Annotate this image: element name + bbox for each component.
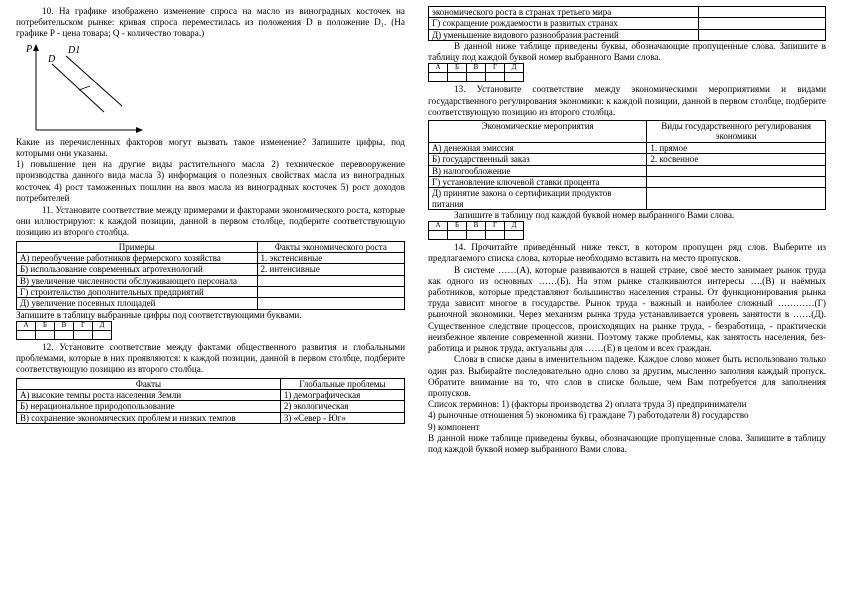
answer-cell[interactable]	[17, 330, 36, 339]
q11-table	[16, 241, 405, 310]
q11-cell: А) переобучение работников фермерского хозяйства	[17, 252, 258, 263]
q11-cell: Д) увеличение посевных площадей	[17, 298, 258, 309]
answer-letter: Б	[448, 222, 467, 231]
answer-cell[interactable]	[486, 231, 505, 240]
q12-cell: 2) экологическая	[280, 401, 404, 412]
answer-letter: Г	[74, 321, 93, 330]
answer-cell[interactable]	[55, 330, 74, 339]
q13-answer-grid	[428, 221, 524, 240]
q12-cell: Г) сокращение рождаемости в развитых странах	[429, 18, 699, 29]
table-row	[17, 252, 405, 263]
answer-cell[interactable]	[486, 73, 505, 82]
answer-cell[interactable]	[505, 73, 524, 82]
q13-header-types: Виды государственного регулирования экономики	[647, 121, 826, 143]
table-row	[429, 142, 826, 153]
q12-cell	[698, 29, 825, 40]
answer-letter: Д	[93, 321, 112, 330]
q13-cell	[647, 165, 826, 176]
q14-note: Слова в списке даны в именительном падеже. Каждое слово может быть использовано только один раз. Выбирайте последовательно одно слово за другим, мысленно заполняя каждый пропуск. Обратите внимание на то, что слов в списке больше, чем Вам потребуется для заполнения пропусков.	[428, 354, 826, 398]
q10-question: Какие из перечисленных факторов могут вызвать такое изменение? Запишите цифры, под которыми они указаны.	[16, 136, 405, 158]
answer-cell[interactable]	[36, 330, 55, 339]
q12-cell: 1) демографическая	[280, 389, 404, 400]
q13-header-measures: Экономические мероприятия	[429, 121, 647, 143]
demand-graph	[24, 42, 144, 137]
q11-cell: Б) использование современных агротехнологий	[17, 264, 258, 275]
table-row	[17, 389, 405, 400]
q12-table-continued	[428, 6, 826, 41]
table-row	[429, 18, 826, 29]
q14-intro: 14. Прочитайте приведённый ниже текст, в котором пропущен ряд слов. Выберите из предлагаемого списка слова, которые необходимо вставить на место пропусков.	[428, 242, 826, 264]
answer-cell[interactable]	[467, 231, 486, 240]
answer-letter: В	[467, 64, 486, 73]
table-row	[429, 29, 826, 40]
q12-text: 12. Установите соответствие между фактами общественного развития и глобальными проблемами, которые в них проявляются: к каждой позиции, данной в первом столбце, подберите соответствующую позицию из второго столбца.	[16, 341, 405, 375]
table-row	[429, 154, 826, 165]
q-axis-arrow	[136, 127, 143, 133]
q13-cell: 1. прямое	[647, 142, 826, 153]
answer-letter: Г	[486, 222, 505, 231]
answer-cell[interactable]	[505, 231, 524, 240]
p-axis-arrow	[33, 44, 39, 51]
q11-cell	[257, 287, 404, 298]
table-row	[17, 264, 405, 275]
p-label: P	[26, 43, 33, 55]
q10-text: 10. На графике изображено изменение спроса на масло из виноградных косточек на потребительском рынке: кривая спроса переместилась из положения D в положение D₁. (На графике P - цена товара; Q - количество товара.)	[16, 6, 405, 39]
q12-cell: 3) «Север - Юг»	[280, 412, 404, 423]
q12-cell	[698, 7, 825, 18]
q12-cell: В) сохранение экономических проблем и низких темпов	[17, 412, 281, 423]
q13-cell	[647, 176, 826, 187]
q11-cell: 2. интенсивные	[257, 264, 404, 275]
q12-header-facts: Факты	[17, 378, 281, 389]
q13-cell: А) денежная эмиссия	[429, 142, 647, 153]
q11-header-factors: Факты экономического роста	[257, 241, 404, 252]
q13-cell: В) налогообложение	[429, 165, 647, 176]
answer-letter: Д	[505, 64, 524, 73]
answer-letter: В	[55, 321, 74, 330]
table-row	[429, 165, 826, 176]
answer-cell[interactable]	[74, 330, 93, 339]
q13-cell: Д) принятие закона о сертификации продуктов питания	[429, 188, 647, 210]
answer-cell[interactable]	[93, 330, 112, 339]
q12-cell: Д) уменьшение видового разнообразия растений	[429, 29, 699, 40]
q12-answer-note: В данной ниже таблице приведены буквы, обозначающие пропущенные слова. Запишите в таблицу под каждой буквой номер выбранного Вами слова.	[428, 41, 826, 63]
left-column	[16, 6, 405, 424]
q11-answer-grid	[16, 321, 112, 340]
table-row	[429, 176, 826, 187]
table-row	[17, 287, 405, 298]
q14-terms-line-3: 9) компонент	[428, 421, 480, 432]
answer-cell[interactable]	[448, 231, 467, 240]
table-row	[17, 412, 405, 423]
q11-text: 11. Установите соответствие между примерами и факторами экономического роста, которые они иллюстрируют: к каждой позиции, данной в первом столбце, подберите соответствующую позицию из второго столбца.	[16, 204, 405, 238]
q11-cell: В) увеличение численности обслуживающего персонала	[17, 275, 258, 286]
q11-cell	[257, 275, 404, 286]
answer-letter: Б	[36, 321, 55, 330]
table-row	[429, 7, 826, 18]
q12-cell: экономического роста в странах третьего мира	[429, 7, 699, 18]
q13-text: 13. Установите соответствие между экономическими мероприятиями и видами государственного регулирования экономики: к каждой позиции, данной в первом столбце, подберите соответствующую позицию из второго столбца.	[428, 84, 826, 117]
q13-table	[428, 120, 826, 210]
q13-cell	[647, 188, 826, 210]
right-column	[428, 6, 826, 455]
curve-d	[52, 64, 104, 112]
d-label: D	[48, 53, 56, 65]
curve-d1	[66, 56, 122, 106]
q11-cell: Г) строительство дополнительных предприятий	[17, 287, 258, 298]
answer-letter: А	[429, 222, 448, 231]
q14-terms-line-1: Список терминов: 1) (факторы производства 2) оплата труда 3) предприниматели	[428, 399, 747, 410]
q14-terms-line-2: 4) рыночные отношения 5) экономика 6) граждане 7) работодатели 8) государство	[428, 410, 749, 421]
q12-answer-grid	[428, 63, 524, 82]
table-row	[429, 188, 826, 210]
q11-cell	[257, 298, 404, 309]
q13-cell: Г) установление ключевой ставки процента	[429, 176, 647, 187]
table-row	[17, 275, 405, 286]
answer-letter: Д	[505, 222, 524, 231]
table-row	[17, 298, 405, 309]
answer-letter: В	[467, 222, 486, 231]
q12-table	[16, 378, 405, 424]
answer-letter: А	[429, 64, 448, 73]
q11-answer-note: Запишите в таблицу выбранные цифры под соответствующими буквами.	[16, 309, 302, 320]
q12-cell: А) высокие темпы роста населения Земли	[17, 389, 281, 400]
answer-letter: Б	[448, 64, 467, 73]
q14-text: В системе ……(А), которые развиваются в нашей стране, своё место занимает рынок труда как одного из основных ……(Б). На этом рынке сталкиваются интересы ….(В) и наёмных работников, которые представляют большинство населения страны. От функционирования рынка труда зависит многое в государстве. Рынок труда - важный и наиболее сложный …………(Г) рыночной экономики. Через механизм рынка труда устанавливается уровень занятости в ……(Д). Существенное следствие процессов, происходящих на рынке труда, - безработица, - практически неизбежное явление современной жизни. Поэтому также проблемы, как занятость населения, без-работица и рынок труда, актуальны для ……(Е) в целом и всех граждан.	[428, 264, 826, 354]
d1-label: D1	[68, 44, 81, 56]
q13-answer-note: Запишите в таблицу под каждой буквой номер выбранного Вами слова.	[454, 209, 735, 220]
q12-cell: Б) нерациональное природопользование	[17, 401, 281, 412]
answer-cell[interactable]	[429, 231, 448, 240]
q13-cell: 2. косвенное	[647, 154, 826, 165]
answer-cell[interactable]	[467, 73, 486, 82]
answer-cell[interactable]	[448, 73, 467, 82]
q10-options: 1) повышение цен на другие виды растительного масла 2) техническое перевооружение производства данного вида масла 3) информация о полезных свойствах масла из виноградных косточек 4) рост таможенных пошлин на ввоз масла из виноградных косточек 5) рост доходов потребителей	[16, 159, 405, 203]
answer-letter: Г	[486, 64, 505, 73]
q11-cell: 1. экстенсивные	[257, 252, 404, 263]
q12-header-problems: Глобальные проблемы	[280, 378, 404, 389]
q13-cell: Б) государственный заказ	[429, 154, 647, 165]
shift-arrow	[79, 86, 90, 90]
answer-letter: А	[17, 321, 36, 330]
table-row	[17, 401, 405, 412]
q12-cell	[698, 18, 825, 29]
answer-cell[interactable]	[429, 73, 448, 82]
q11-header-examples: Примеры	[17, 241, 258, 252]
q14-answer-note: В данной ниже таблице приведены буквы, обозначающие пропущенные слова. Запишите в таблицу под каждой буквой номер выбранного Вами слова.	[428, 432, 826, 455]
